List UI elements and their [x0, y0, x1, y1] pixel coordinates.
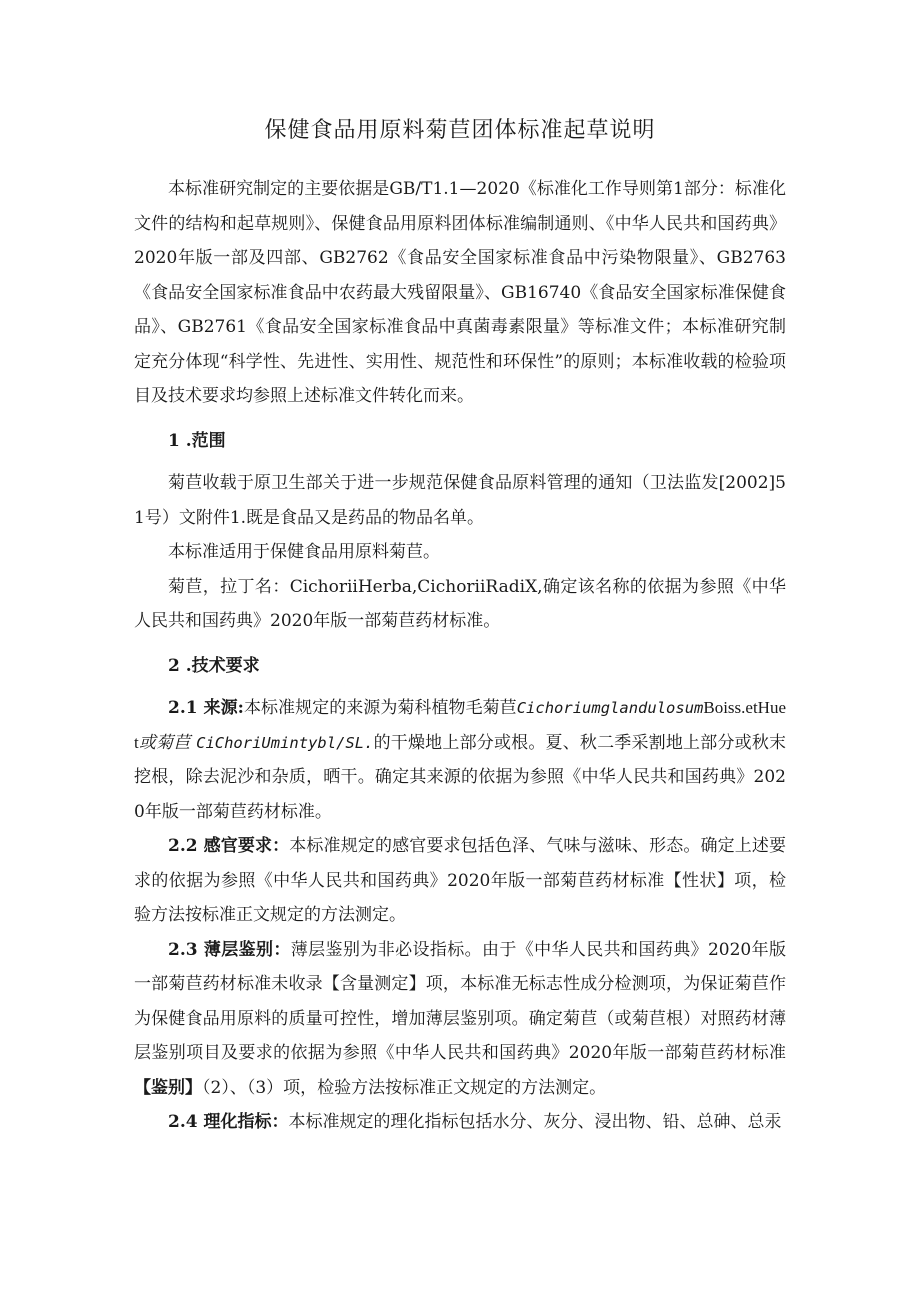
section-2-3-text-b: （2）、（3）项，检验方法按标准正文规定的方法测定。: [202, 1077, 607, 1098]
latin-name-cichorium-intybus: CiChoriUmintybl/SL.: [196, 733, 374, 752]
page-title: 保健食品用原料菊苣团体标准起草说明: [264, 118, 656, 143]
section-1-paragraph-3: 菊苣，拉丁名：CichoriiHerba,CichoriiRadiX,确定该名称的依据为参照《中华人民共和国药典》2020年版一部菊苣药材标准。: [134, 576, 786, 631]
intro-paragraph: 本标准研究制定的主要依据是GB/T1.1—2020《标准化工作导则第1部分：标准化文件的结构和起草规则》、保健食品用原料团体标准编制通则、《中华人民共和国药典》2020年版一部及四部、GB2762《食品安全国家标准食品中污染物限量》、GB2763《食品安全国家标准食品中农药最大残留限量》、GB16740《食品安全国家标准保健食品》、GB2761《食品安全国家标准食品中真菌毒素限量》等标准文件；本标准研究制定充分体现“科学性、先进性、实用性、规范性和环保性”的原则；本标准收载的检验项目及技术要求均参照上述标准文件转化而来。: [134, 179, 786, 406]
section-1-heading: 1 .范围: [168, 430, 226, 451]
document-body: [134, 112, 786, 1140]
section-2-2-label: 2.2 感官要求：: [168, 836, 290, 856]
author-citation: Boiss.etHuet: [134, 698, 786, 752]
section-1-paragraph-2: 本标准适用于保健食品用原料菊苣。: [168, 542, 440, 562]
section-2-4-text: 本标准规定的理化指标包括水分、灰分、浸出物、铅、总砷、总汞: [288, 1112, 782, 1132]
section-2-4-paragraph: [134, 1105, 786, 1140]
section-2-4-label: 2.4 理化指标：: [168, 1112, 289, 1132]
section-2-1-text-b: 的干燥地上部分或根。夏、秋二季采割地上部分或秋末挖根，除去泥沙和杂质，晒干。确定其来源的依据为参照《中华人民共和国药典》2020年版一部菊苣药材标准。: [134, 732, 787, 822]
section-2-2-paragraph: [134, 829, 786, 933]
section-2-3-text-a: 薄层鉴别为非必设指标。由于《中华人民共和国药典》2020年版一部菊苣药材标准未收录【含量测定】项，本标准无标志性成分检测项，为保证菊苣作为保健食品用原料的质量可控性，增加薄层鉴别项。确定菊苣（或菊苣根）对照药材薄层鉴别项目及要求的依据为参照《中华人民共和国药典》2020年版一部菊苣药材标准: [134, 939, 786, 1063]
section-1-paragraph-1: 菊苣收载于原卫生部关于进一步规范保健食品原料管理的通知（卫法监发[2002]51号）文附件1.既是食品又是药品的物品名单。: [134, 473, 786, 528]
section-2-3-label: 2.3 薄层鉴别：: [168, 939, 291, 960]
section-2-1-text-a: 本标准规定的来源为菊科植物毛菊苣: [243, 698, 517, 718]
section-2-3-paragraph: [134, 933, 786, 1106]
section-2-1-label: 2.1 来源:: [168, 698, 244, 718]
section-2-1-paragraph: [134, 691, 786, 829]
section-2-2-text: 本标准规定的感官要求包括色泽、气味与滋味、形态。确定上述要求的依据为参照《中华人民共和国药典》2020年版一部菊苣药材标准【性状】项，检验方法按标准正文规定的方法测定。: [134, 836, 787, 925]
section-2-1-text-or: 或菊苣: [138, 732, 191, 753]
section-2-3-bold-ref: 【鉴别】: [134, 1077, 202, 1098]
section-2-heading: 2 .技术要求: [168, 655, 260, 676]
latin-name-cichorium-glandulosum: Cichoriumglandulosum: [516, 699, 704, 717]
